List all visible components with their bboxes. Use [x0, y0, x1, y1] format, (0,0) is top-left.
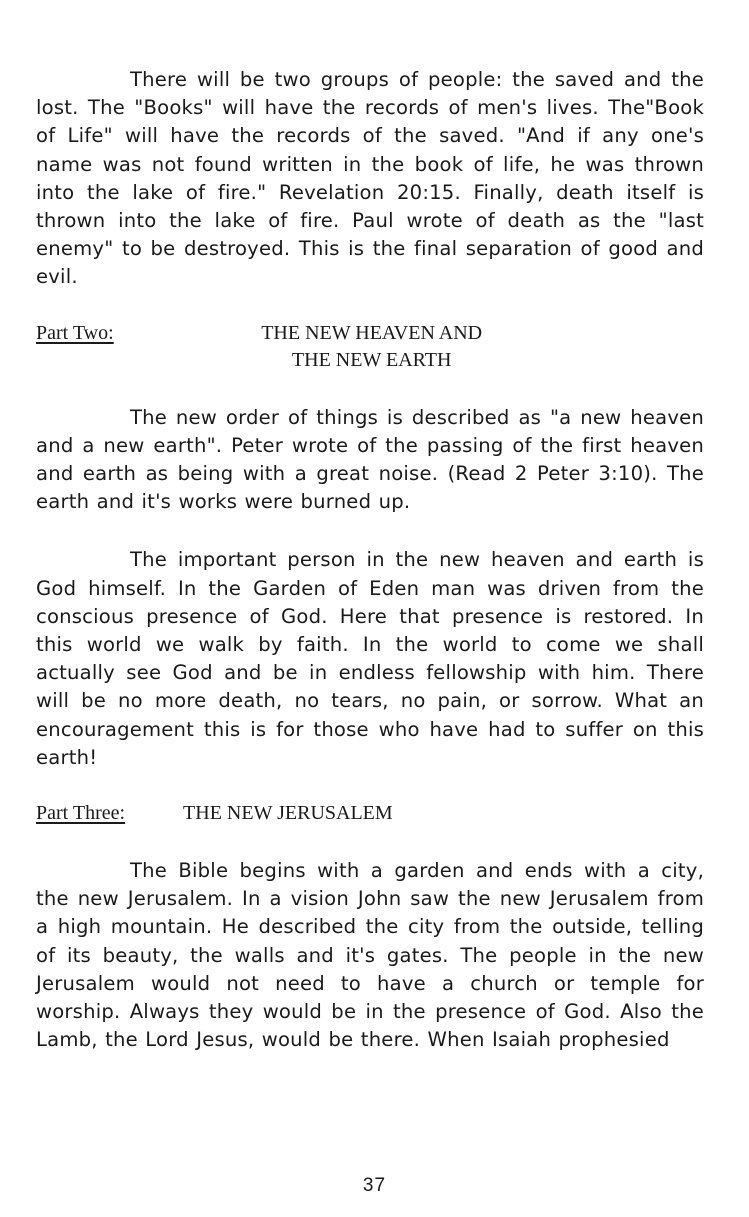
paragraph-god-himself: The important person in the new heaven and earth is God himself. In the Garden of Eden man was driven from the conscious presence of God. Here that presence is restored. In this world we walk by faith. In the world to come we shall actually see God and be in endless fellowship with him. There will be no more death, no tears, no pain, or sorrow. What an encouragement this is for those who have had to suffer on this earth! [36, 548, 704, 769]
paragraph-new-order: The new order of things is described as "a new heaven and a new earth". Peter wrote of the passing of the first heaven and earth as being with a great noise. (Read 2 Peter 3:10). The earth and it's works were burned up. [36, 405, 704, 514]
page-body [36, 66, 704, 1054]
part-two-heading [36, 320, 704, 374]
part-two-title-line2: THE NEW EARTH [291, 348, 452, 371]
part-two-title-line1: THE NEW HEAVEN AND [261, 321, 483, 344]
part-two-label: Part Two: [36, 321, 114, 344]
part-three-heading [36, 800, 704, 827]
paragraph-judgment: There will be two groups of people: the saved and the lost. The "Books" will have the records of men's lives. The"Book of Life" will have the records of the saved. "And if any one's name was not found written in the book of life, he was thrown into the lake of fire." Revelation 20:15. Finally, death itself is thrown into the lake of fire. Paul wrote of death as the "last enemy" to be destroyed. This is the final separation of good and evil. [36, 68, 704, 289]
paragraph-new-jerusalem: The Bible begins with a garden and ends with a city, the new Jerusalem. In a vision John saw the new Jerusalem from a high mountain. He described the city from the outside, telling of its beauty, the walls and it's gates. The people in the new Jerusalem would not need to have a church or temple for worship. Always they would be in the presence of God. Also the Lamb, the Lord Jesus, would be there. When Isaiah prophesied [36, 859, 704, 1052]
part-three-title: THE NEW JERUSALEM [183, 802, 393, 825]
part-three-label: Part Three: [36, 802, 126, 825]
part-two-title [238, 320, 506, 374]
page-number: 37 [362, 1175, 387, 1196]
